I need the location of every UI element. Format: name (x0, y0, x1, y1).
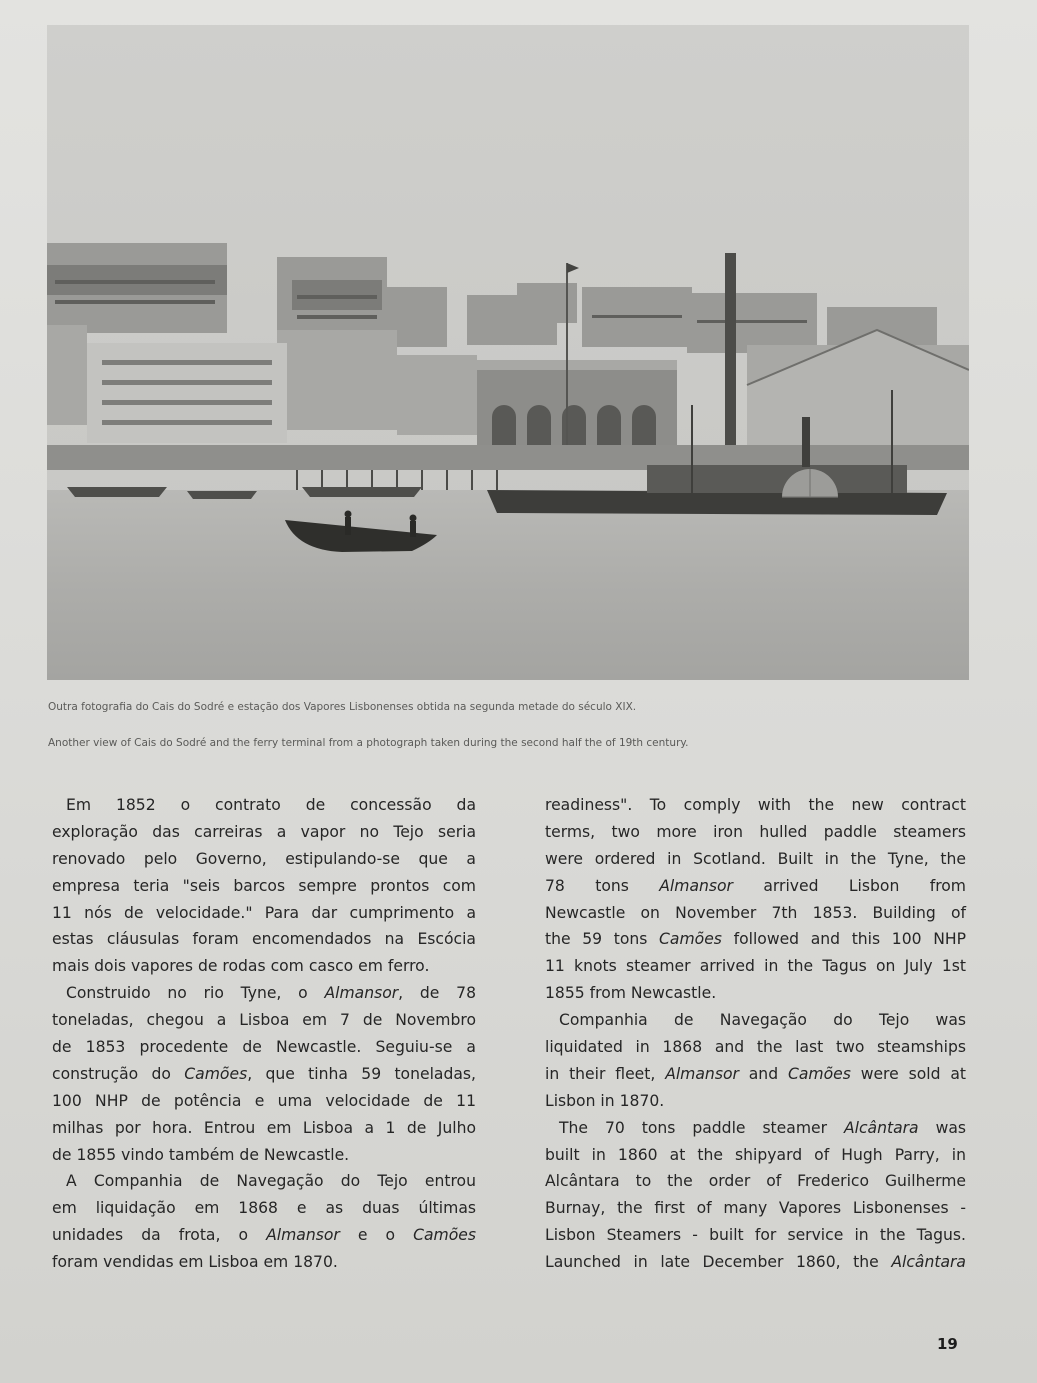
text-line: Burnay, the first of many Vapores Lisbonenses - (545, 1199, 966, 1218)
harbour-photo-icon (47, 25, 969, 680)
text-line: 78 tons Almansor arrived Lisbon from (545, 876, 966, 895)
caption-portuguese: Outra fotografia do Cais do Sodré e estação dos Vapores Lisbonenses obtida na segunda metade do século XIX. (48, 701, 637, 713)
text-line: toneladas, chegou a Lisboa em 7 de Novembro (52, 1011, 476, 1030)
text-line: Construido no rio Tyne, o Almansor, de 78 (66, 984, 476, 1003)
text-line: readiness". To comply with the new contract (545, 796, 966, 814)
text-line: estas cláusulas foram encomendados na Escócia (52, 930, 476, 949)
text-line: em liquidação em 1868 e as duas últimas (52, 1199, 476, 1218)
caption-english: Another view of Cais do Sodré and the ferry terminal from a photograph taken during the second half the of 19th century. (48, 737, 689, 749)
text-line: renovado pelo Governo, estipulando-se que a (52, 849, 476, 868)
text-line: terms, two more iron hulled paddle steamers (545, 822, 966, 841)
text-line: were ordered in Scotland. Built in the Tyne, the (545, 849, 966, 868)
right-text-column (545, 792, 966, 1276)
text-line: Em 1852 o contrato de concessão da (66, 796, 476, 814)
text-line: Launched in late December 1860, the Alcântara (545, 1253, 966, 1272)
text-line: unidades da frota, o Almansor e o Camões (52, 1226, 476, 1245)
text-line: foram vendidas em Lisboa em 1870. (52, 1253, 338, 1272)
page-number: 19 (937, 1335, 958, 1353)
text-line: Alcântara to the order of Frederico Guilherme (545, 1172, 966, 1191)
historic-photograph (47, 25, 969, 680)
text-line: 1855 from Newcastle. (545, 984, 717, 1003)
text-line: construção do Camões, que tinha 59 toneladas, (52, 1064, 476, 1083)
text-line: liquidated in 1868 and the last two steamships (545, 1038, 966, 1057)
left-text-column (52, 792, 476, 1276)
text-line: Lisbon Steamers - built for service in the Tagus. (545, 1226, 966, 1245)
text-line: The 70 tons paddle steamer Alcântara was (559, 1118, 966, 1137)
text-line: mais dois vapores de rodas com casco em ferro. (52, 957, 430, 976)
text-line: built in 1860 at the shipyard of Hugh Parry, in (545, 1145, 966, 1164)
text-line: exploração das carreiras a vapor no Tejo seria (52, 822, 476, 841)
text-line: Lisbon in 1870. (545, 1091, 665, 1110)
text-line: empresa teria "seis barcos sempre prontos com (52, 876, 476, 895)
text-line: de 1853 procedente de Newcastle. Seguiu-se a (52, 1038, 476, 1057)
text-line: A Companhia de Navegação do Tejo entrou (66, 1172, 476, 1191)
text-line: 100 NHP de potência e uma velocidade de 11 (52, 1091, 476, 1110)
text-line: Companhia de Navegação do Tejo was (559, 1011, 966, 1030)
text-line: Newcastle on November 7th 1853. Building of (545, 903, 966, 922)
text-line: 11 knots steamer arrived in the Tagus on July 1st (545, 957, 966, 976)
text-line: 11 nós de velocidade." Para dar cumprimento a (52, 903, 476, 922)
text-line: the 59 tons Camões followed and this 100 NHP (545, 930, 966, 949)
text-line: milhas por hora. Entrou em Lisboa a 1 de Julho (52, 1118, 476, 1137)
text-line: de 1855 vindo também de Newcastle. (52, 1145, 350, 1164)
text-line: in their fleet, Almansor and Camões were sold at (545, 1064, 966, 1083)
